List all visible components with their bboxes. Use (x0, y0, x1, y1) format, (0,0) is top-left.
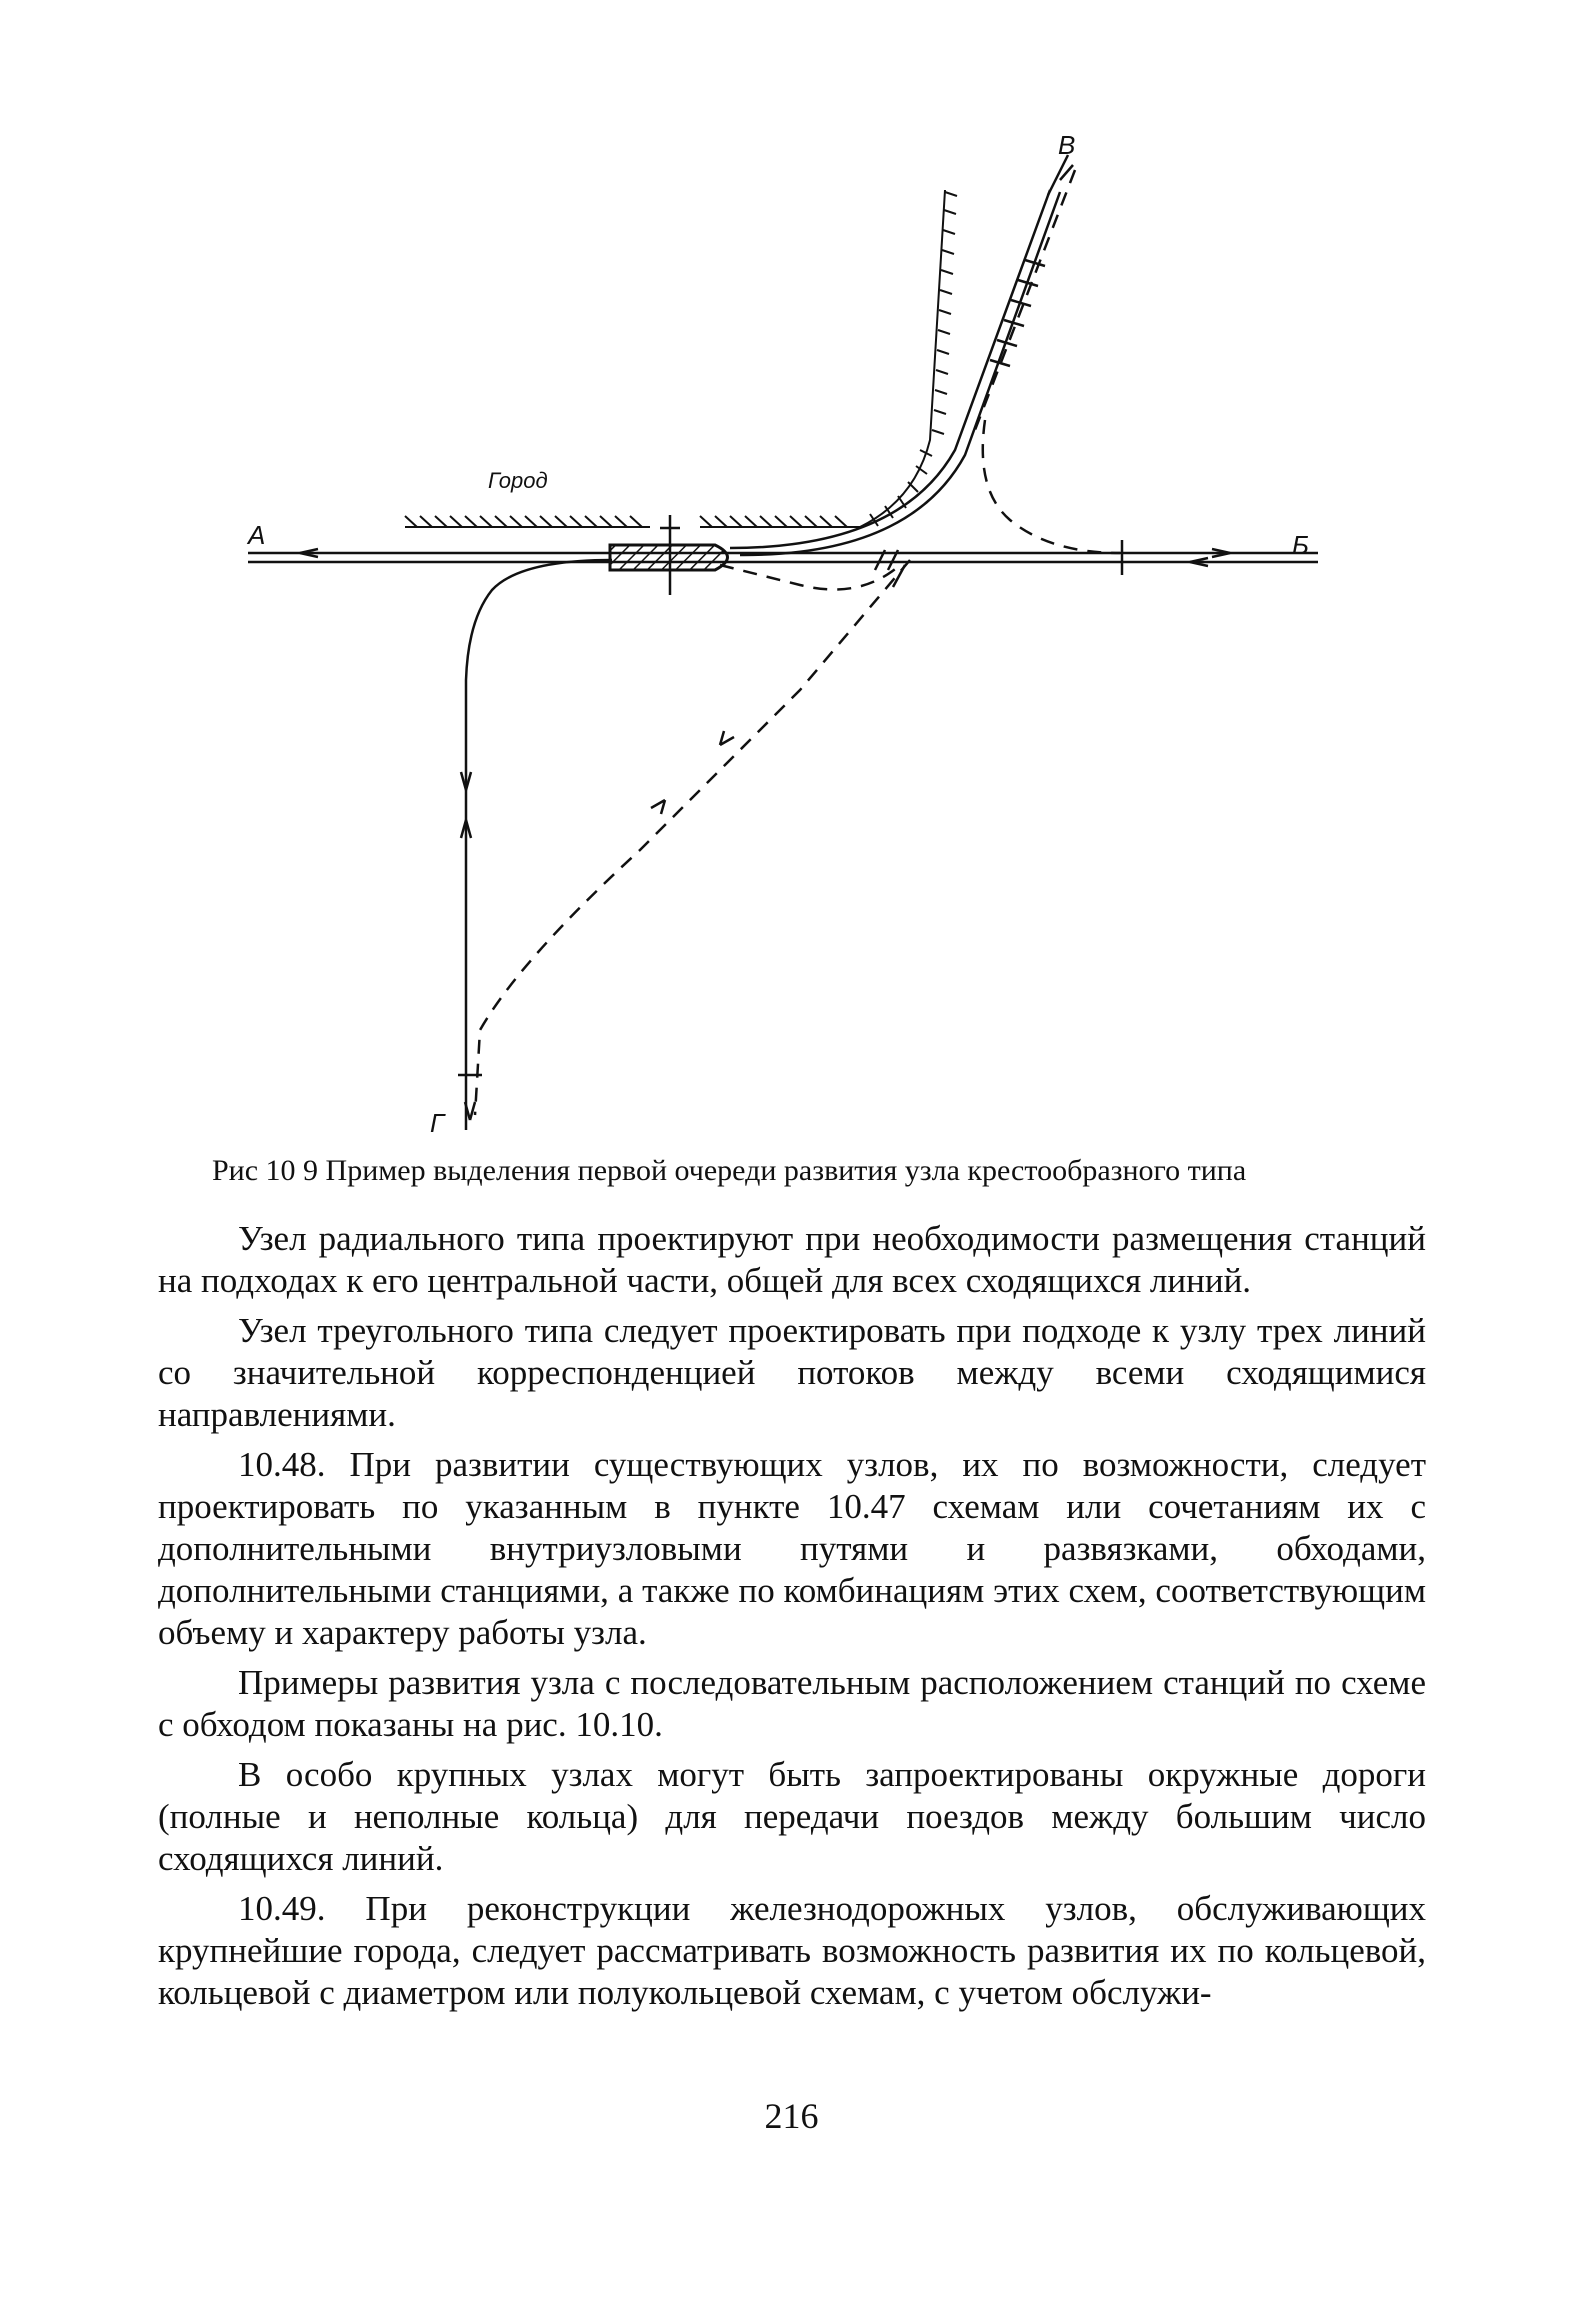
paragraph: 10.49. При реконструкции железнодорожных узлов, обслуживающих крупнейшие города, следует рассматривать возможность развития их по кольцевой, кольцевой с диаметром или полукольцевой схемам, с учетом обслужи- (158, 1889, 1426, 2012)
crossing-marks (651, 550, 905, 814)
page-number: 216 (764, 2096, 819, 2136)
paragraph: Примеры развития узла с последовательным расположением станций по схеме с обходом показаны на рис. 10.10. (158, 1663, 1426, 1744)
label-b: Б (1292, 530, 1309, 560)
label-v: В (1058, 130, 1076, 160)
paragraph: Узел треугольного типа следует проектировать при подходе к узлу трех линий со значительной корреспонденцией потоков между всеми сходящимися направлениями. (158, 1311, 1426, 1434)
paragraph: Узел радиального типа проектируют при необходимости размещения станций на подходах к его центральной части, общей для всех сходящихся линий. (158, 1219, 1426, 1300)
line-to-g (458, 560, 612, 1130)
dashed-lines (475, 170, 1122, 1115)
label-a: А (248, 520, 266, 550)
paragraph: В особо крупных узлах могут быть запроектированы окружные дороги (полные и неполные кольца) для передачи поездов между большим число сходящихся линий. (158, 1755, 1426, 1878)
main-line-a-b (248, 549, 1318, 566)
body-text (158, 1218, 1426, 2022)
figure-caption: Рис 10 9 Пример выделения первой очереди развития узла крестообразного типа (212, 1154, 1247, 1187)
paragraph: 10.48. При развитии существующих узлов, их по возможности, следует проектировать по указанным в пункте 10.47 схемам или сочетаниям их с дополнительными внутриузловыми путями и развязками, обходами, дополнительными станциями, а также по комбинациям этих схем, соответствующим объему и характеру работы узла. (158, 1445, 1426, 1652)
label-gorod: Город (488, 468, 548, 493)
label-g: Г (430, 1108, 445, 1138)
